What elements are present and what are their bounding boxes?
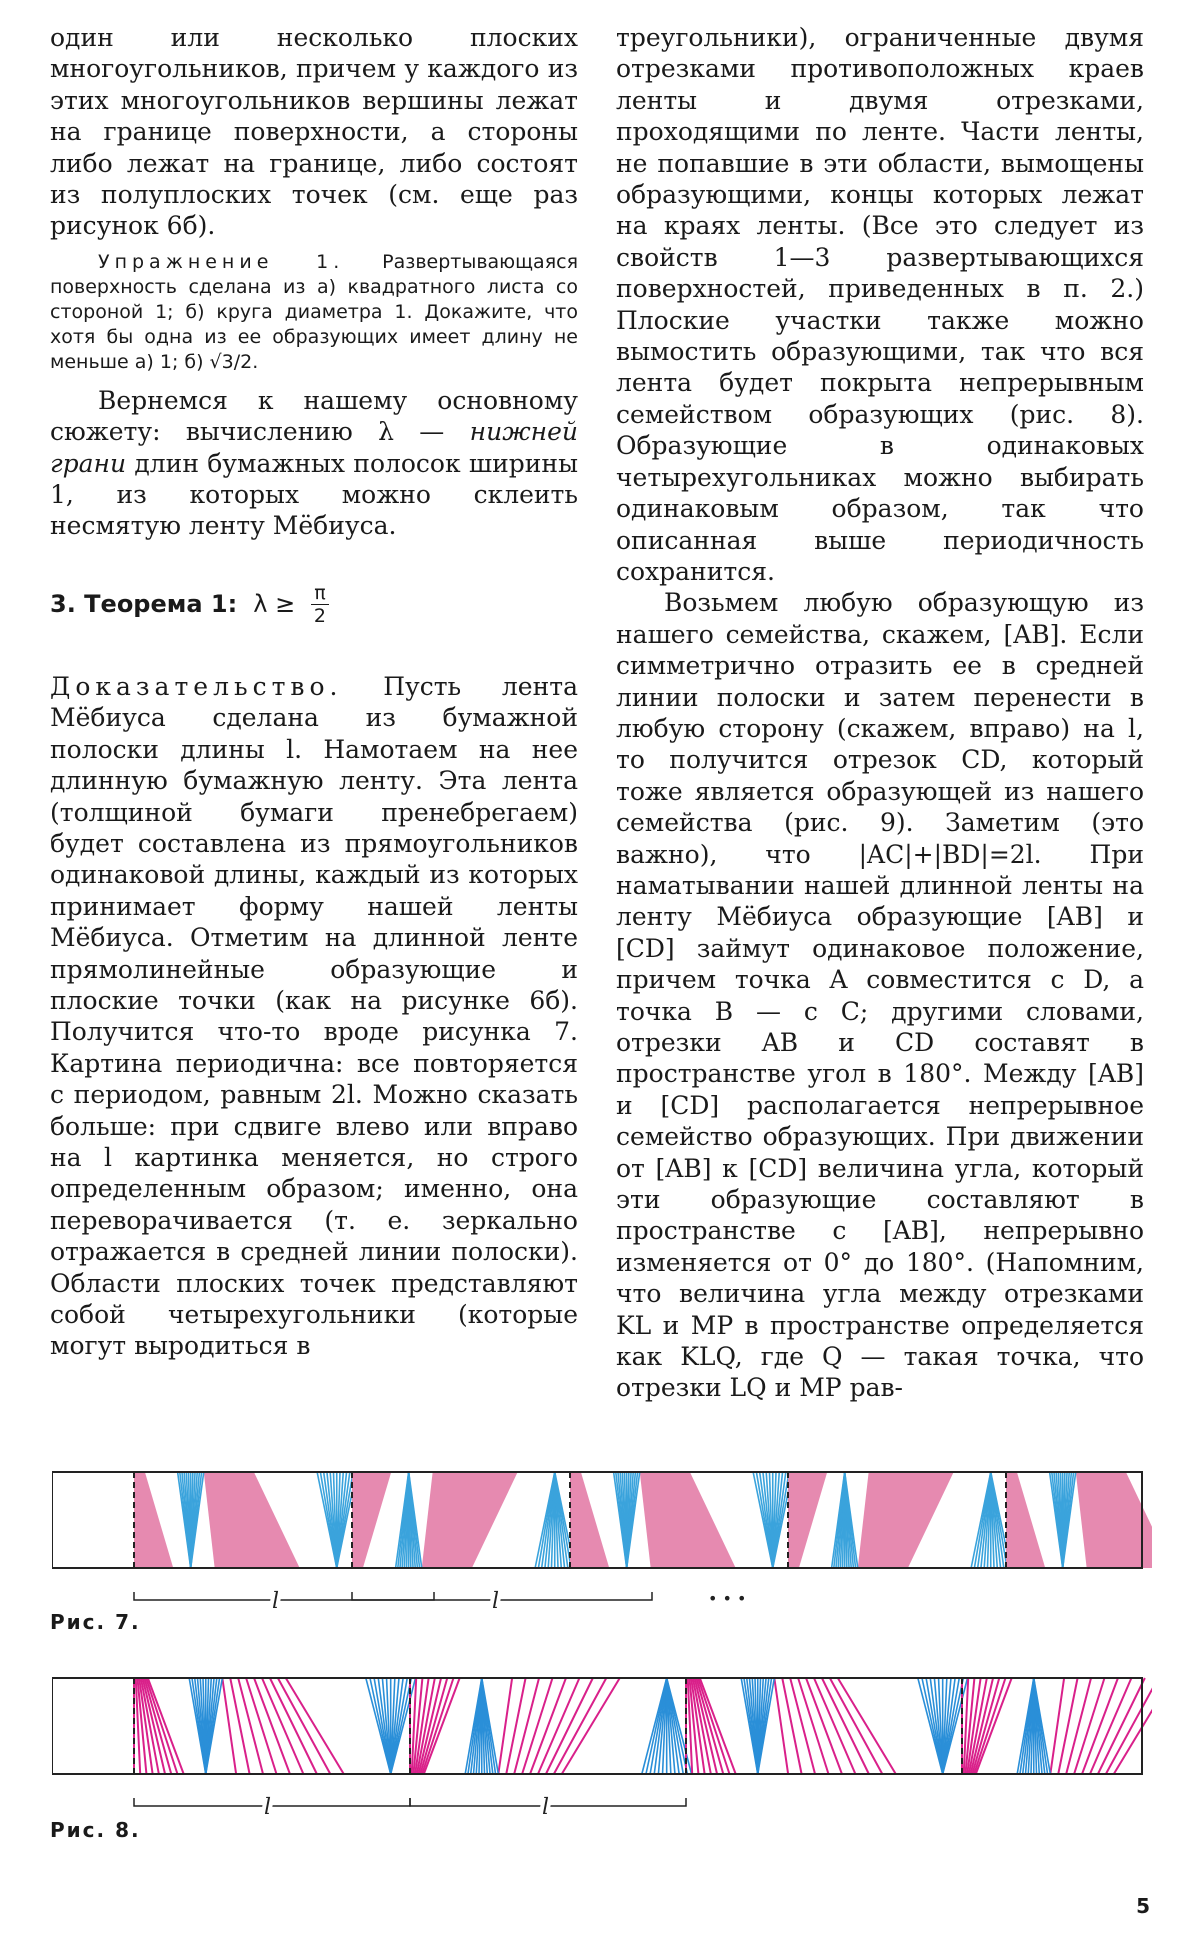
exercise-text: Развертывающаяся поверхность сделана из а) квадратного листа со стороной 1; б) круга диаметра 1. Докажите, что хотя бы одна из ее образующих имеет длину не меньше а) 1; б) √3/2. bbox=[50, 250, 579, 373]
length-label: l bbox=[272, 1589, 280, 1610]
fraction-denominator: 2 bbox=[313, 604, 326, 627]
exercise-label: Упражнение 1. bbox=[98, 250, 345, 273]
figure-7 bbox=[52, 1460, 1152, 1610]
paragraph bbox=[50, 385, 578, 542]
length-bracket bbox=[134, 1592, 652, 1600]
heading-label: 3. Теорема 1: bbox=[50, 589, 238, 618]
fraction-numerator: π bbox=[311, 582, 328, 605]
paragraph: один или несколько плоских многоугольников, причем у каждого из этих многоугольников вершины лежат на границе поверхности, а стороны либо лежат на границе, либо состоят из полуплоских точек (см. еще раз рисунок 6б). bbox=[50, 23, 578, 241]
figure-7-caption: Рис. 7. bbox=[50, 1610, 141, 1634]
paragraph: Возьмем любую образующую из нашего семейства, скажем, [AB]. Если симметрично отразить ее в средней линии полоски и затем перенести в любую сторону (скажем, вправо) на l, то получится отрезок CD, который тоже является образующей из нашего семейства (рис. 9). Заметим (это важно), что |AC|+|BD|=2l. При наматывании нашей длинной ленты на ленту Мёбиуса образующие [AB] и [CD] займут одинаковое положение, причем точка A совместится с D, а точка B — с C; другими словами, отрезки AB и CD составят в пространстве угол в 180°. Между [AB] и [CD] располагается непрерывное семейство образующих. При движении от [AB] к [CD] величина угла, который эти образующие составляют в пространстве с [AB], непрерывно изменяется от 0° до 180°. (Напомним, что величина угла между отрезками KL и MP в пространстве определяется как KLQ, где Q — такая точка, что отрезки LQ и MP рав- bbox=[616, 588, 1144, 1403]
length-label: l bbox=[542, 1795, 550, 1818]
paragraph: треугольники), ограниченные двумя отрезками противоположных краев ленты и двумя отрезками, проходящими по ленте. Части ленты, не попавшие в эти области, вымощены образующими, концы которых лежат на краях ленты. (Все это следует из свойств 1—3 развертывающихся поверхностей, приведенных в п. 2.) Плоские участки также можно вымостить образующими, так что вся лента будет покрыта непрерывным семейством образующих (рис. 8). Образующие в одинаковых четырехугольниках можно выбирать одинаковым образом, так что описанная выше периодичность сохранится. bbox=[616, 23, 1144, 586]
proof-label: Доказательство. bbox=[50, 671, 343, 701]
heading-formula: λ ≥ bbox=[253, 589, 296, 618]
text-run: Вернемся к нашему основному сюжету: вычислению λ — bbox=[50, 385, 578, 447]
paragraph bbox=[50, 671, 578, 1362]
fraction bbox=[311, 582, 328, 627]
right-column bbox=[616, 22, 1144, 1404]
ribbon-band bbox=[52, 1472, 1152, 1568]
figure-8 bbox=[52, 1668, 1152, 1818]
text-run: длин бумажных полосок ширины 1, из которых можно склеить несмятую ленту Мёбиуса. bbox=[50, 448, 578, 541]
page-number: 5 bbox=[1136, 1894, 1150, 1918]
exercise bbox=[50, 250, 578, 375]
figure-8-caption: Рис. 8. bbox=[50, 1818, 141, 1842]
left-column bbox=[50, 22, 578, 1362]
ribbon-band bbox=[52, 1678, 1152, 1774]
proof-text: Пусть лента Мёбиуса сделана из бумажной полоски длины l. Намотаем на нее длинную бумажную ленту. Эта лента (толщиной бумаги пренебрегаем) будет составлена из прямоугольников одинаковой длины, каждый из которых принимает форму нашей ленты Мёбиуса. Отметим на длинной ленте прямолинейные образующие и плоские точки (как на рисунке 6б). Получится что-то вроде рисунка 7. Картина периодична: все повторяется с периодом, равным 2l. Можно сказать больше: при сдвиге влево или вправо на l картинка меняется, но строго определенным образом; именно, она переворачивается (т. е. зеркально отражается в средней линии полоски). Области плоских точек представляют собой четырехугольники (которые могут выродиться в bbox=[50, 671, 578, 1361]
section-heading bbox=[50, 582, 578, 627]
ellipsis: • • • bbox=[708, 1589, 747, 1608]
length-bracket bbox=[134, 1798, 686, 1806]
length-label: l bbox=[492, 1589, 500, 1610]
italic-text: нижней грани bbox=[50, 417, 579, 478]
length-label: l bbox=[264, 1795, 272, 1818]
